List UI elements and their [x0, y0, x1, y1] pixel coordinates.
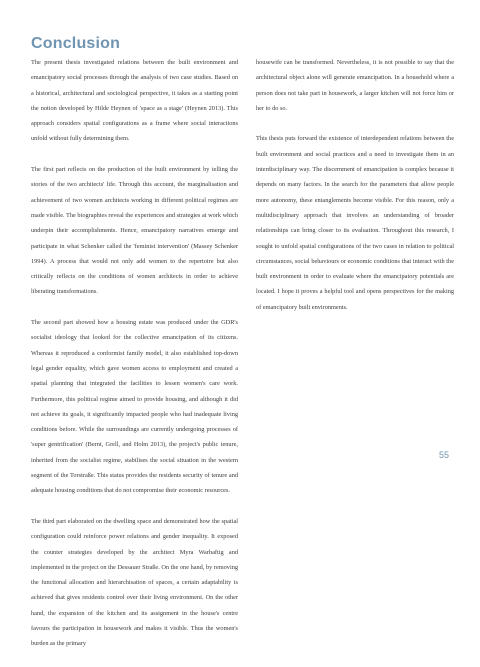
paragraph: This thesis puts forward the existence of interdependent relations between the built environment and social practices and a need to investigate them in an interdisciplinary way. The discernment of emancipation is complex because it depends on many factors. In the search for the parameters that allow people more autonomy, these entanglements become visible. For this reason, only a multidisciplinary approach that involves an understanding of broader relationships can bring closer to its evaluation. Throughout this research, I sought to unfold spatial configurations of the two cases in relation to political circumstances, social behaviours or economic conditions that interact with the built environment in order to evaluate where the emancipatory potentials are located. I hope it proves a helpful tool and opens perspectives for the making of emancipatory built environments. [256, 135, 454, 311]
paragraph: The first part reflects on the production of the built environment by telling the stories of the two architects' life. Through this account, the marginalisation and achievement of two women architects working in different political regimes are made visible. The biographies reveal the experiences and strategies at work which underpin their accomplishments. Hence, emancipatory narratives emerge and participate in what Schenker called the 'feminist intervention' (Massey Schenker 1994). A process that would not only add women to the repertoire but also critically reflects on the conditions of women architects in order to achieve liberating transformations. [31, 166, 238, 296]
paragraph: The third part elaborated on the dwelling space and demonstrated how the spatial configuration could reinforce power relations and gender inequality. It exposed the counter strategies developed by the architect Myra Warhaftig and implemented in the project on the Dessauer Straße. On the one hand, by removing the functional allocation and hierarchisation of spaces, a certain adaptability is achieved that gives residents control over their living environment. On the other hand, the expansion of the kitchen and its assignment in the house's centre favours the participation in housework and makes it visible. Thus the women's burden as the primary [31, 517, 238, 648]
page-title: Conclusion [31, 34, 121, 52]
paragraph: housewife can be transformed. Nevertheless, it is not possible to say that the architectural object alone will generate emancipation. In a household where a person does not take part in housework, a larger kitchen will not force him or her to do so. [256, 59, 454, 112]
paragraph: The present thesis investigated relations between the built environment and emancipatory social processes through the analysis of two case studies. Based on a historical, architectural and sociological perspective, it takes as a starting point the notion developed by Hilde Heynen of 'space as a stage' (Heynen 2013). This approach considers spatial configurations as a frame where social interactions unfold without fully determining them. [31, 59, 238, 143]
text-column-left [31, 55, 238, 667]
text-column-right [256, 55, 454, 330]
page-number: 55 [438, 450, 449, 460]
paragraph: The second part showed how a housing estate was produced under the GDR's socialist ideology that looked for the collective emancipation of its citizens. Whereas it reproduced a conformist family model, it also established top-down legal gender equality, which gave women access to employment and created a spatial planning that integrated the facilities to lessen women's care work. Furthermore, this political regime aimed to provide housing, and although it did not achieve its goals, it significantly impacted people who had inadequate living conditions before. While the surroundings are currently undergoing processes of 'super gentrification' (Bernt, Grell, and Holm 2013), the project's public tenure, inherited from the socialist regime, stabilises the social situation in the western segment of the Torstraße. This status provides the residents security of tenure and adequate housing conditions that do not compromise their economic resources. [31, 319, 238, 495]
